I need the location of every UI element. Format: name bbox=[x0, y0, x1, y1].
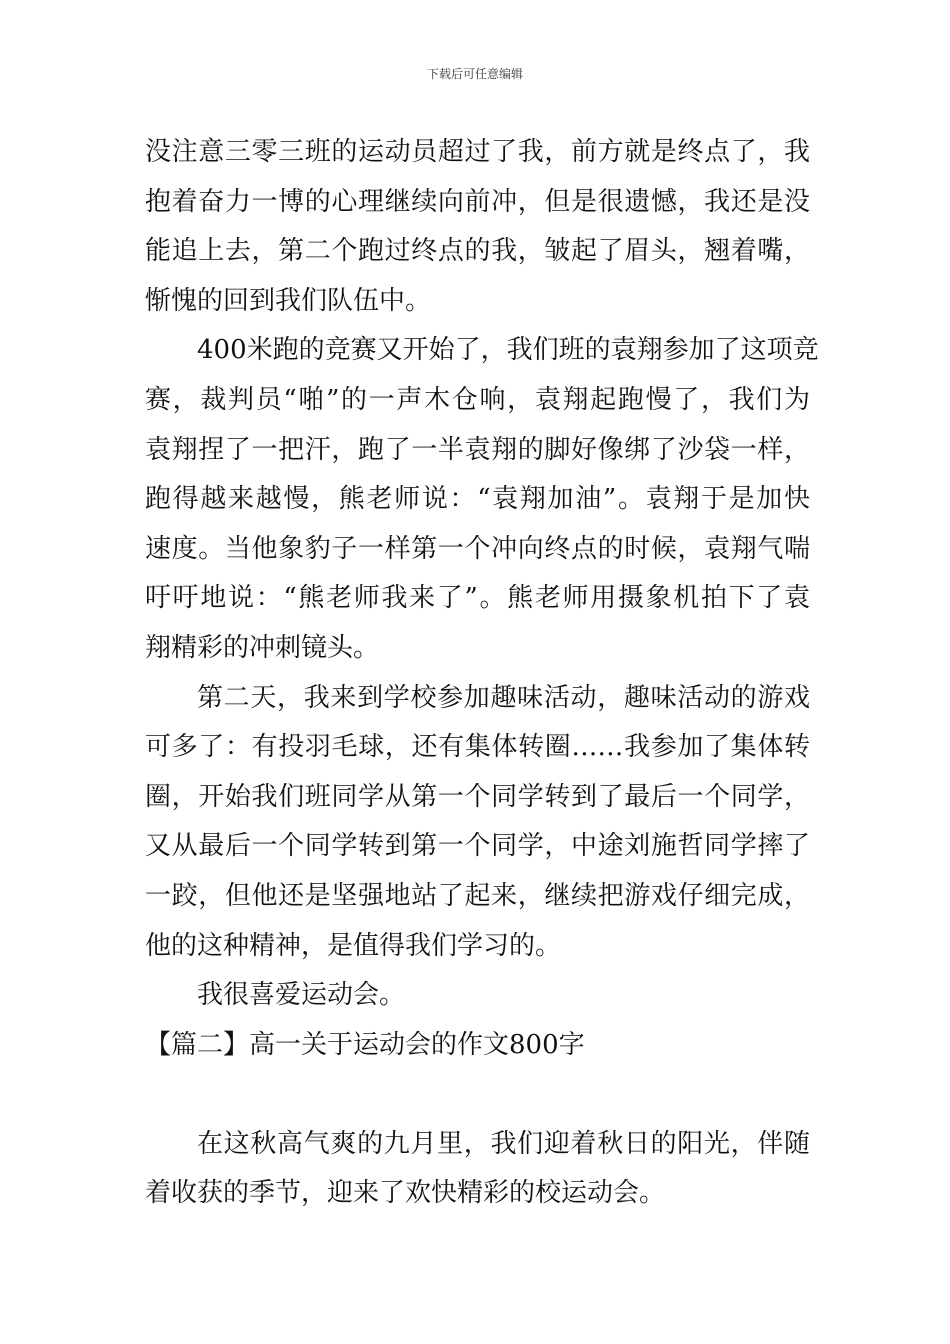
text-line: 可多了：有投羽毛球，还有集体转圈……我参加了集体转 bbox=[145, 732, 810, 763]
heading-line: 【篇二】高一关于运动会的作文800字 bbox=[145, 1029, 585, 1060]
text-line: 袁翔捏了一把汗，跑了一半袁翔的脚好像绑了沙袋一样， bbox=[145, 434, 810, 465]
text-line: 第二天，我来到学校参加趣味活动，趣味活动的游戏 bbox=[197, 682, 810, 713]
paragraph bbox=[145, 326, 819, 673]
text-line: 他的这种精神，是值得我们学习的。 bbox=[145, 930, 562, 961]
text-line: 吁吁地说：“熊老师我来了”。熊老师用摄象机拍下了袁 bbox=[145, 583, 810, 614]
blank-line bbox=[145, 1070, 810, 1120]
paragraph bbox=[145, 1120, 810, 1219]
text-line: 抱着奋力一博的心理继续向前冲，但是很遗憾，我还是没 bbox=[145, 186, 810, 217]
text-line: 在这秋高气爽的九月里，我们迎着秋日的阳光，伴随 bbox=[197, 1128, 810, 1159]
page-header: 下载后可任意编辑 bbox=[426, 67, 523, 81]
text-line: 赛，裁判员“啪”的一声木仓响，袁翔起跑慢了，我们为 bbox=[145, 384, 810, 415]
section-heading bbox=[145, 1021, 810, 1071]
text-line: 着收获的季节，迎来了欢快精彩的校运动会。 bbox=[145, 1178, 666, 1209]
paragraph bbox=[145, 674, 810, 972]
paragraph bbox=[145, 971, 810, 1021]
text-line: 圈，开始我们班同学从第一个同学转到了最后一个同学， bbox=[145, 781, 810, 812]
text-line: 400米跑的竞赛又开始了，我们班的袁翔参加了这项竞 bbox=[197, 335, 819, 366]
text-line: 惭愧的回到我们队伍中。 bbox=[145, 285, 432, 316]
text-line: 能追上去，第二个跑过终点的我，皱起了眉头，翘着嘴， bbox=[145, 236, 810, 267]
text-line: 没注意三零三班的运动员超过了我，前方就是终点了，我 bbox=[145, 137, 810, 167]
text-line: 翔精彩的冲刺镜头。 bbox=[145, 632, 380, 663]
text-line: 一跤，但他还是坚强地站了起来，继续把游戏仔细完成， bbox=[145, 880, 810, 911]
document-body bbox=[145, 128, 819, 1219]
text-line: 又从最后一个同学转到第一个同学，中途刘施哲同学摔了 bbox=[145, 831, 810, 862]
text-line: 速度。当他象豹子一样第一个冲向终点的时候，袁翔气喘 bbox=[145, 533, 810, 564]
text-line: 跑得越来越慢，熊老师说：“袁翔加油”。袁翔于是加快 bbox=[145, 484, 810, 515]
paragraph bbox=[145, 128, 810, 326]
text-line: 我很喜爱运动会。 bbox=[197, 980, 406, 1011]
